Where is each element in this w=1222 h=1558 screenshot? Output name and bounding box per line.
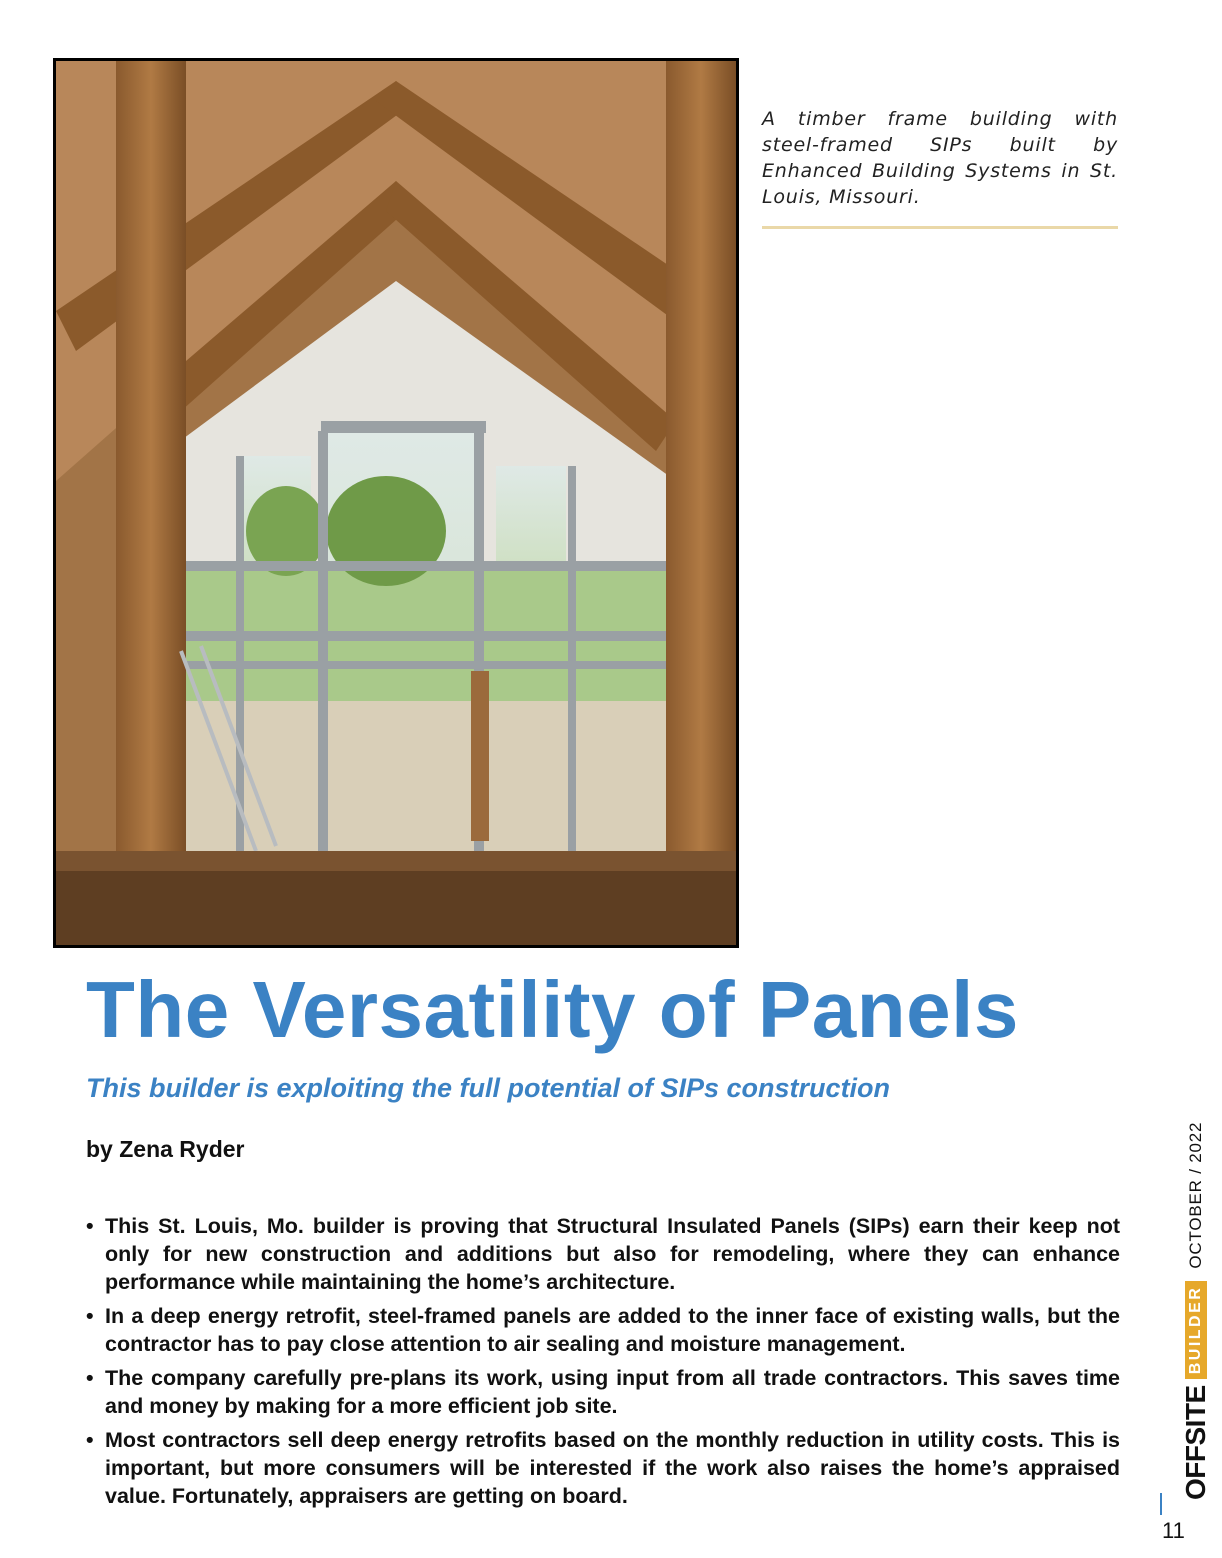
summary-bullet: • This St. Louis, Mo. builder is proving that Structural Insulated Panels (SIPs) earn their keep not only for new construction and additions but also for remodeling, where they can enhance performance while maintaining the home’s architecture. [86, 1212, 1120, 1296]
issue-date: OCTOBER / 2022 [1186, 1121, 1205, 1269]
article-byline: by Zena Ryder [86, 1136, 245, 1162]
summary-bullet: • In a deep energy retrofit, steel-framed panels are added to the inner face of existing walls, but the contractor has to pay close attention to air sealing and moisture management. [86, 1302, 1120, 1358]
summary-bullets [86, 1212, 1120, 1516]
brand-builder: BUILDER [1185, 1281, 1207, 1380]
feature-photo [53, 58, 739, 948]
caption-divider [762, 226, 1118, 229]
magazine-sidebar [1140, 1121, 1211, 1500]
photo-caption: A timber frame building with steel-framed SIPs built by Enhanced Building Systems in St. Louis, Missouri. [762, 108, 1118, 208]
timber-frame-photo [56, 61, 736, 945]
page-divider [1160, 1493, 1162, 1515]
summary-bullet: • Most contractors sell deep energy retrofits based on the monthly reduction in utility costs. This is important, but more consumers will be interested if the work also raises the home’s appraised value. Fortunately, appraisers are getting on board. [86, 1426, 1120, 1510]
brand-offsite: OFFSITE [1180, 1385, 1211, 1500]
page-number: 11 [1162, 1518, 1185, 1543]
article-title: The Versatility of Panels [86, 965, 1019, 1054]
summary-bullet: • The company carefully pre-plans its work, using input from all trade contractors. This saves time and money by making for a more efficient job site. [86, 1364, 1120, 1420]
article-subtitle: This builder is exploiting the full potential of SIPs construction [86, 1073, 891, 1103]
